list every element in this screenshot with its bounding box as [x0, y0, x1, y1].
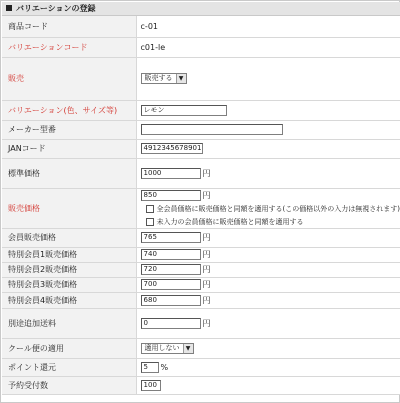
chevron-down-icon: ▼ — [176, 74, 186, 83]
product-code-label: 商品コード — [2, 16, 136, 37]
apply-all-members-label: 全会員価格に販売価格と同額を適用する(この価格以外の入力は無視されます) — [156, 204, 400, 213]
special1-price-label: 特別会員1販売価格 — [2, 247, 136, 262]
special1-price-input[interactable]: 740 — [141, 249, 201, 260]
standard-price-input[interactable]: 1000 — [141, 168, 201, 179]
variation-code-label: バリエーションコード — [2, 37, 136, 57]
variation-name-input[interactable]: レモン — [141, 105, 227, 116]
cool-delivery-label: クール便の適用 — [2, 338, 136, 358]
variation-name-cell — [136, 100, 400, 120]
extra-shipping-unit: 円 — [202, 318, 211, 328]
sales-cell — [136, 57, 400, 100]
special4-price-unit: 円 — [202, 295, 211, 305]
special2-price-unit: 円 — [202, 265, 211, 274]
sales-label: 販売 — [2, 57, 136, 100]
special2-price-input[interactable]: 720 — [141, 264, 201, 275]
special4-price-input[interactable]: 680 — [141, 295, 201, 306]
special3-price-cell — [136, 277, 400, 292]
maker-model-label: メーカー型番 — [2, 120, 136, 139]
extra-shipping-input[interactable]: 0 — [141, 318, 201, 329]
row-cool-delivery — [2, 338, 400, 358]
standard-price-cell — [136, 158, 400, 188]
special4-price-cell — [136, 292, 400, 308]
member-price-cell — [136, 228, 400, 247]
member-price-label: 会員販売価格 — [2, 228, 136, 247]
point-rate-label: ポイント還元 — [2, 358, 136, 376]
reservation-label: 予約受付数 — [2, 376, 136, 394]
square-bullet-icon — [6, 5, 12, 11]
variation-form-table — [2, 16, 400, 395]
row-variation-name — [2, 100, 400, 120]
row-variation-code — [2, 37, 400, 57]
reservation-input[interactable]: 100 — [141, 380, 161, 391]
reservation-cell — [136, 376, 400, 394]
panel-title: バリエーションの登録 — [16, 4, 96, 13]
standard-price-label: 標準価格 — [2, 158, 136, 188]
special2-price-label: 特別会員2販売価格 — [2, 262, 136, 277]
sales-select-value: 販売する — [144, 74, 173, 82]
member-price-input[interactable]: 765 — [141, 232, 201, 243]
maker-model-cell — [136, 120, 400, 139]
cool-delivery-select-value: 適用しない — [144, 343, 180, 352]
point-rate-input[interactable]: 5 — [141, 362, 159, 373]
special4-price-label: 特別会員4販売価格 — [2, 292, 136, 308]
special1-price-unit: 円 — [202, 250, 211, 259]
apply-empty-members-checkbox[interactable] — [146, 218, 154, 226]
apply-all-members-option[interactable] — [141, 204, 400, 214]
sales-select[interactable] — [141, 73, 187, 84]
point-rate-unit: % — [160, 362, 169, 372]
row-extra-shipping — [2, 308, 400, 338]
apply-all-members-checkbox[interactable] — [146, 205, 154, 213]
row-special4-price — [2, 292, 400, 308]
apply-empty-members-label: 未入力の会員価格に販売価格と同額を適用する — [156, 217, 304, 226]
row-special3-price — [2, 277, 400, 292]
maker-model-input[interactable] — [141, 124, 283, 135]
row-product-code — [2, 16, 400, 37]
variation-code-value: c01-le — [136, 37, 400, 57]
special2-price-cell — [136, 262, 400, 277]
special3-price-label: 特別会員3販売価格 — [2, 277, 136, 292]
row-maker-model — [2, 120, 400, 139]
cool-delivery-select[interactable] — [141, 343, 194, 354]
special3-price-unit: 円 — [202, 280, 211, 289]
row-member-price — [2, 228, 400, 247]
jan-code-label: JANコード — [2, 139, 136, 158]
jan-code-input[interactable]: 4912345678901 — [141, 143, 203, 154]
row-sales — [2, 57, 400, 100]
row-standard-price — [2, 158, 400, 188]
cool-delivery-cell — [136, 338, 400, 358]
chevron-down-icon: ▼ — [183, 344, 193, 353]
jan-code-cell — [136, 139, 400, 158]
row-jan-code — [2, 139, 400, 158]
standard-price-unit: 円 — [202, 168, 211, 178]
row-reservation — [2, 376, 400, 394]
product-code-value: c-01 — [136, 16, 400, 37]
member-price-unit: 円 — [202, 233, 211, 242]
sale-price-input[interactable]: 850 — [141, 190, 201, 201]
special1-price-cell — [136, 247, 400, 262]
point-rate-cell — [136, 358, 400, 376]
sale-price-label: 販売価格 — [2, 188, 136, 228]
sale-price-cell — [136, 188, 400, 228]
panel-header — [2, 2, 400, 16]
row-sale-price — [2, 188, 400, 228]
sale-price-unit: 円 — [202, 190, 211, 200]
row-point-rate — [2, 358, 400, 376]
row-special2-price — [2, 262, 400, 277]
extra-shipping-label: 別途追加送料 — [2, 308, 136, 338]
special3-price-input[interactable]: 700 — [141, 279, 201, 290]
row-special1-price — [2, 247, 400, 262]
extra-shipping-cell — [136, 308, 400, 338]
apply-empty-members-option[interactable] — [141, 217, 400, 227]
variation-name-label: バリエーション(色、サイズ等) — [2, 100, 136, 120]
